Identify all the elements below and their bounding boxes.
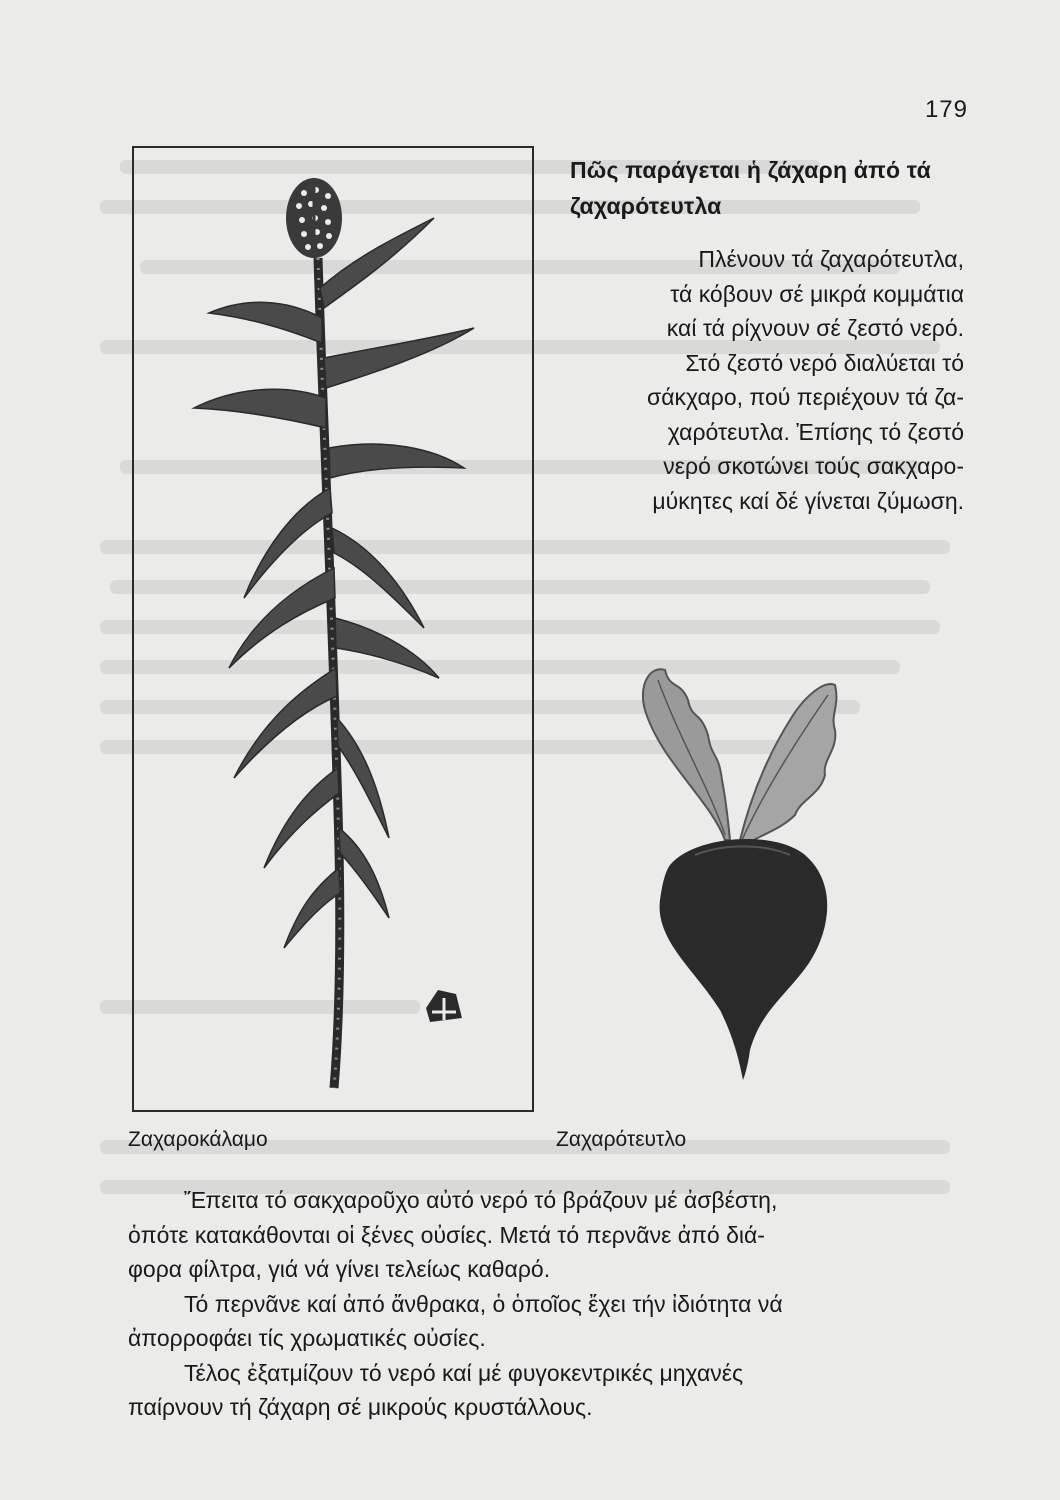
caption-sugarbeet: Ζαχαρότευτλο <box>556 1128 687 1151</box>
paragraph <box>128 1183 962 1287</box>
text-line: παίρνουν τή ζάχαρη σέ μικρούς κρυστάλλους. <box>128 1394 593 1420</box>
illustrator-monogram <box>426 990 462 1022</box>
sidebar-body-line: νερό σκοτώνει τούς σακχαρο- <box>663 453 964 479</box>
sidebar-body-line: χαρότευτλα. Ἐπίσης τό ζεστό <box>667 418 964 445</box>
sugarcane-figure-frame <box>132 146 534 1112</box>
text-line: ὁπότε κατακάθονται οἱ ξένες οὐσίες. Μετά τό περνᾶνε ἀπό διά- <box>128 1221 765 1248</box>
sidebar-body-line: σάκχαρο, πού περιέχουν τά ζα- <box>647 384 964 410</box>
text-line: Τό περνᾶνε καί ἀπό ἄνθρακα, ὁ ὁποῖος ἔχει τήν ἰδιότητα νά <box>184 1290 783 1317</box>
sidebar-body-line: καί τά ρίχνουν σέ ζεστό νερό. <box>666 315 964 341</box>
sidebar-title <box>570 152 970 224</box>
sidebar-title-line: Πῶς παράγεται ἡ ζάχαρη ἀπό τά <box>570 157 931 183</box>
text-line: Τέλος ἐξατμίζουν τό νερό καί μέ φυγοκεντρικές μηχανές <box>184 1359 744 1386</box>
main-text <box>128 1183 962 1425</box>
sugarcane-flower-head <box>286 178 342 258</box>
paragraph <box>128 1287 962 1356</box>
sidebar-body-line: μύκητες καί δέ γίνεται ζύμωση. <box>652 487 964 514</box>
sidebar-body-line: Πλένουν τά ζαχαρότευτλα, <box>698 246 964 272</box>
text-line: ἀπορροφάει τίς χρωματικές οὐσίες. <box>128 1325 486 1351</box>
beet-leaf-right <box>740 684 836 845</box>
text-line: φορα φίλτρα, γιά νά γίνει τελείως καθαρό. <box>128 1256 551 1282</box>
sugarbeet-illustration <box>600 650 860 1080</box>
sugarcane-illustration <box>134 148 532 1110</box>
sidebar-title-line: ζαχαρότευτλα <box>570 193 722 219</box>
paragraph <box>128 1356 962 1425</box>
sidebar-body-line: Στό ζεστό νερό διαλύεται τό <box>685 349 964 376</box>
sidebar-body <box>560 242 964 518</box>
sidebar-body-line: τά κόβουν σέ μικρά κομμάτια <box>670 280 964 307</box>
caption-sugarcane: Ζαχαροκάλαμο <box>128 1128 268 1151</box>
text-line: Ἔπειτα τό σακχαροῦχο αὐτό νερό τό βράζουν μέ ἀσβέστη, <box>184 1187 778 1213</box>
beet-root <box>660 839 828 1080</box>
page-number: 179 <box>924 96 968 123</box>
